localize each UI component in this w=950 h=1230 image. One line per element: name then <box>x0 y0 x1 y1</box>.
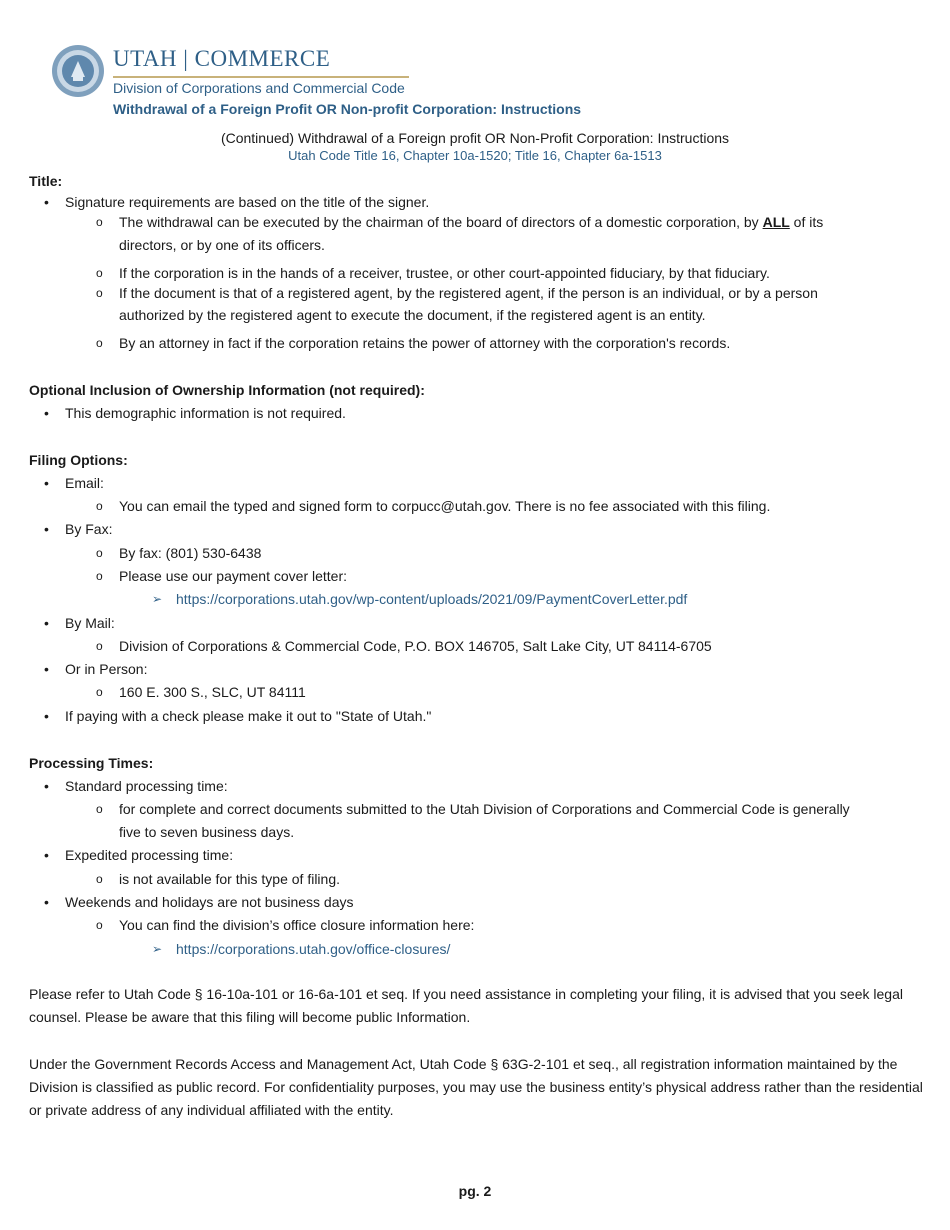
title-heading: Title: <box>29 173 63 189</box>
circle-bullet-icon: o <box>96 872 103 886</box>
processing-standard-label: Standard processing time: <box>65 778 228 794</box>
circle-bullet-icon: o <box>96 546 103 560</box>
title-item-2: If the corporation is in the hands of a receiver, trustee, or other court-appointed fiduciary, by that fiduciary. <box>119 265 770 281</box>
processing-standard-text: for complete and correct documents submitted to the Utah Division of Corporations and Commercial Code is generally <box>119 801 850 817</box>
bullet-icon: • <box>44 475 49 491</box>
bullet-icon: • <box>44 661 49 677</box>
division-name: Division of Corporations and Commercial Code <box>113 80 405 96</box>
title-item-1-cont: directors, or by one of its officers. <box>119 237 325 253</box>
bullet-icon: • <box>44 894 49 910</box>
filing-check-note: If paying with a check please make it out to "State of Utah." <box>65 708 432 724</box>
circle-bullet-icon: o <box>96 336 103 350</box>
bullet-icon: • <box>44 615 49 631</box>
page-number: pg. 2 <box>458 1183 492 1199</box>
arrow-bullet-icon: ➢ <box>152 592 163 606</box>
filing-email-text: You can email the typed and signed form to corpucc@utah.gov. There is no fee associated with this filing. <box>119 498 771 514</box>
circle-bullet-icon: o <box>96 802 103 816</box>
processing-expedited-text: is not available for this type of filing. <box>119 871 341 887</box>
office-closures-link[interactable]: https://corporations.utah.gov/office-closures/ <box>176 941 451 957</box>
bullet-icon: • <box>44 521 49 537</box>
filing-fax-label: By Fax: <box>65 521 113 537</box>
processing-heading: Processing Times: <box>29 755 154 771</box>
payment-cover-letter-link[interactable]: https://corporations.utah.gov/wp-content/uploads/2021/09/PaymentCoverLetter.pdf <box>176 591 688 607</box>
processing-weekends: Weekends and holidays are not business days <box>65 894 354 910</box>
circle-bullet-icon: o <box>96 286 103 300</box>
brand-name: UTAH | COMMERCE <box>113 46 331 71</box>
filing-fax-cover: Please use our payment cover letter: <box>119 568 348 584</box>
filing-person-address: 160 E. 300 S., SLC, UT 84111 <box>119 684 306 700</box>
circle-bullet-icon: o <box>96 266 103 280</box>
filing-fax-number: By fax: (801) 530-6438 <box>119 545 262 561</box>
filing-mail-address: Division of Corporations & Commercial Code, P.O. BOX 146705, Salt Lake City, UT 84114-6705 <box>119 638 712 654</box>
processing-expedited-label: Expedited processing time: <box>65 847 234 863</box>
continued-title: (Continued) Withdrawal of a Foreign profit OR Non-Profit Corporation: Instructions <box>220 130 730 146</box>
bullet-icon: • <box>44 708 49 724</box>
records-paragraph: Under the Government Records Access and Management Act, Utah Code § 63G-2-101 et seq., all registration information maintained by the Division is classified as public record. For confidentiality purposes, you may use the business entity’s physical address rather than the residential or private address of any individual affiliated with the entity. <box>29 1056 923 1118</box>
title-item-3-cont: authorized by the registered agent to execute the document, if the registered agent is an entity. <box>119 307 706 323</box>
processing-closure-text: You can find the division’s office closure information here: <box>119 917 475 933</box>
processing-standard-text-cont: five to seven business days. <box>119 824 295 840</box>
title-item-4: By an attorney in fact if the corporation retains the power of attorney with the corporation's records. <box>119 335 731 351</box>
filing-mail-label: By Mail: <box>65 615 115 631</box>
brand-block <box>113 44 409 98</box>
title-item-1: The withdrawal can be executed by the chairman of the board of directors of a domestic corporation, by ALL of its <box>119 214 824 230</box>
circle-bullet-icon: o <box>96 685 103 699</box>
circle-bullet-icon: o <box>96 569 103 583</box>
filing-person-label: Or in Person: <box>65 661 148 677</box>
utah-seal-logo <box>51 44 105 98</box>
ownership-item: This demographic information is not required. <box>65 405 346 421</box>
code-reference: Utah Code Title 16, Chapter 10a-1520; Title 16, Chapter 6a-1513 <box>288 148 662 163</box>
circle-bullet-icon: o <box>96 215 103 229</box>
circle-bullet-icon: o <box>96 639 103 653</box>
title-intro: Signature requirements are based on the title of the signer. <box>65 194 430 210</box>
bullet-icon: • <box>44 405 49 421</box>
refer-paragraph: Please refer to Utah Code § 16-10a-101 or 16-6a-101 et seq. If you need assistance in completing your filing, it is advised that you seek legal counsel. Please be aware that this filing will become public Information. <box>29 986 903 1025</box>
circle-bullet-icon: o <box>96 499 103 513</box>
bullet-icon: • <box>44 778 49 794</box>
filing-heading: Filing Options: <box>29 452 128 468</box>
ownership-heading: Optional Inclusion of Ownership Information (not required): <box>29 382 425 398</box>
filing-email-label: Email: <box>65 475 104 491</box>
circle-bullet-icon: o <box>96 918 103 932</box>
title-item-3: If the document is that of a registered agent, by the registered agent, if the person is an individual, or by a person <box>119 285 818 301</box>
document-title: Withdrawal of a Foreign Profit OR Non-profit Corporation: Instructions <box>113 101 582 117</box>
bullet-icon: • <box>44 194 49 210</box>
arrow-bullet-icon: ➢ <box>152 942 163 956</box>
bullet-icon: • <box>44 847 49 863</box>
